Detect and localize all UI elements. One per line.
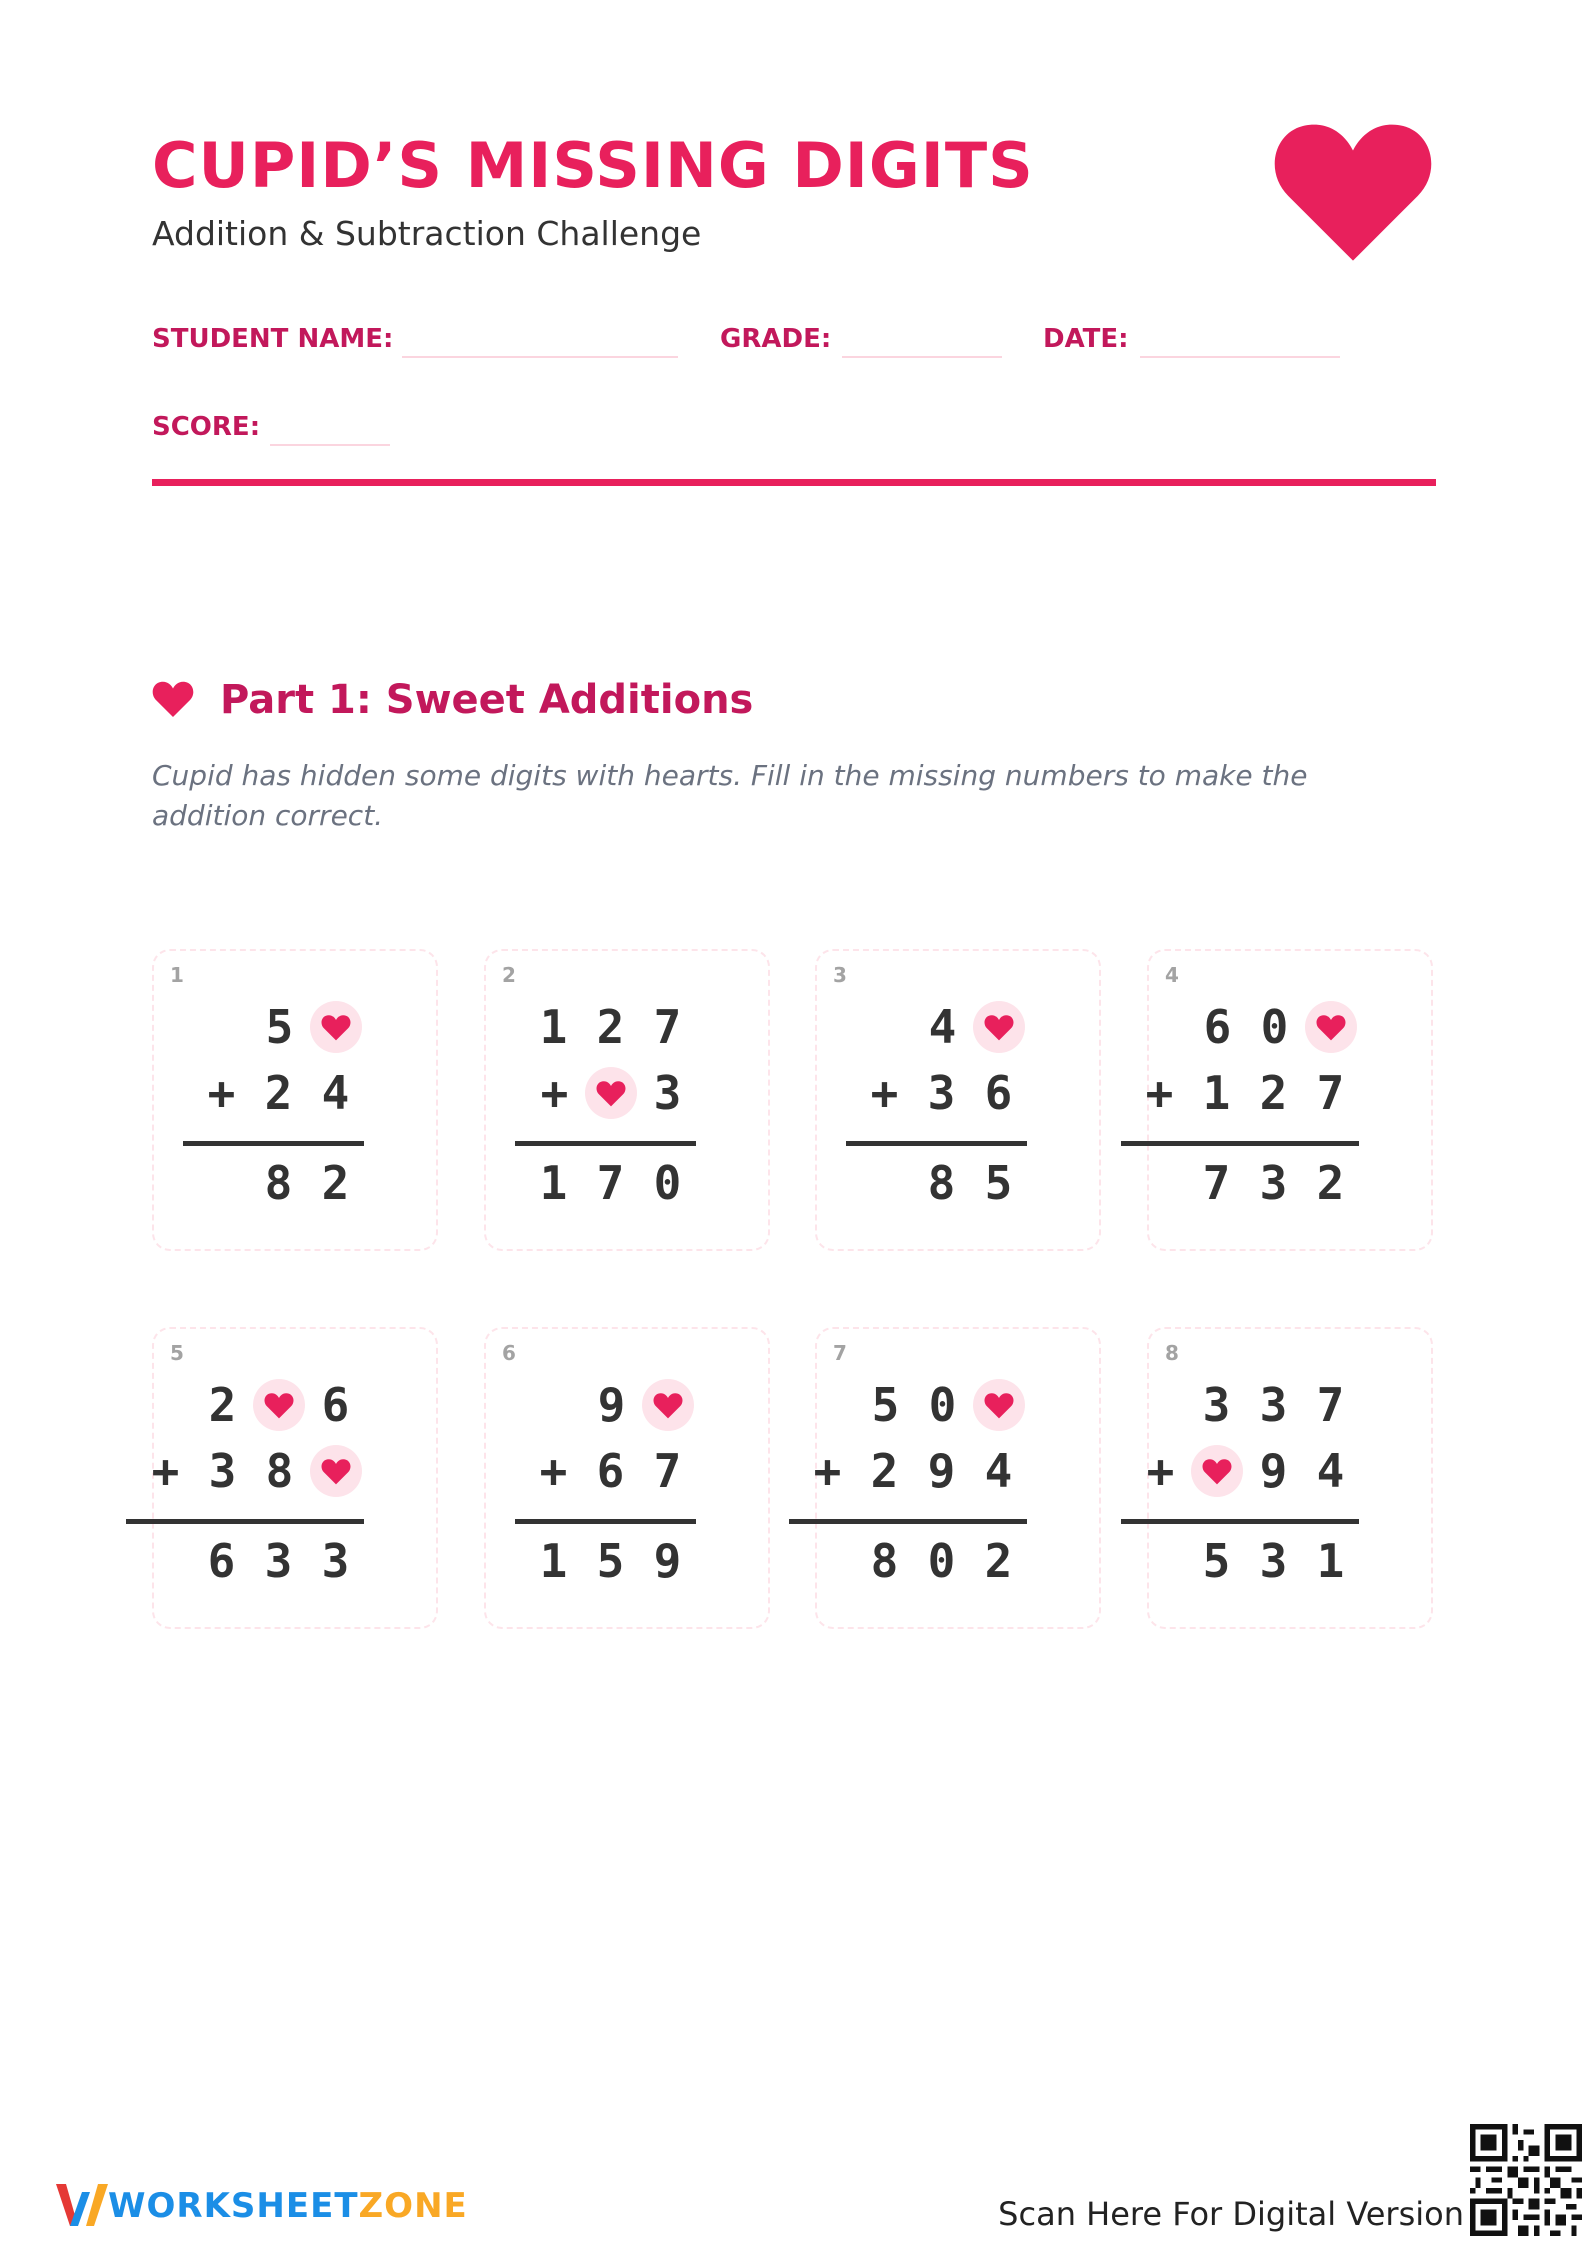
problem-number: 8 [1165,1341,1179,1365]
heart-icon [984,1392,1014,1419]
digit: 3 [1259,1156,1288,1210]
digit: 8 [264,1156,293,1210]
digit: 3 [1202,1378,1231,1432]
heart-icon [152,680,194,718]
digit: 7 [596,1156,625,1210]
digit [194,1003,251,1051]
digit: 5 [984,1156,1013,1210]
addend-bottom-row [137,1444,364,1498]
digit: 1 [539,1534,568,1588]
heart-icon [1316,1014,1346,1041]
sum-line [1121,1519,1359,1524]
missing-digit-slot[interactable] [585,1067,637,1119]
problem-number: 5 [170,1341,184,1365]
missing-digit-slot[interactable] [642,1379,694,1431]
addend-top-row [194,1378,364,1432]
problem-number: 7 [833,1341,847,1365]
digit: 2 [984,1534,1013,1588]
digit: 4 [928,1000,957,1054]
grade-field[interactable] [842,356,1002,358]
sum-line [1121,1141,1359,1146]
digit: 8 [927,1156,956,1210]
addend-bottom-row [525,1444,696,1498]
section-instructions: Cupid has hidden some digits with hearts. Fill in the missing numbers to make the addition correct. [152,759,1308,832]
grade-label: GRADE: [720,324,832,354]
digit: 7 [653,1444,682,1498]
heart-icon [596,1080,626,1107]
addend-top-row [525,1000,696,1054]
brand-name [108,2186,468,2226]
digit: 2 [264,1066,293,1120]
digit: 6 [321,1378,350,1432]
plus-sign: + [1146,1444,1175,1498]
digit: 2 [870,1444,899,1498]
digit: 8 [265,1444,294,1498]
addend-top-row [1189,1000,1359,1054]
plus-sign: + [870,1066,899,1120]
addend-top-row [857,1378,1027,1432]
problem-number: 3 [833,963,847,987]
heart-icon [321,1458,351,1485]
addend-bottom-row [1131,1066,1359,1120]
sum-line [126,1519,364,1524]
digit: 3 [208,1444,237,1498]
addend-top-row [194,1000,364,1054]
sum-row [525,1534,696,1588]
digit: 2 [208,1378,237,1432]
digit: 9 [1259,1444,1288,1498]
student-name-label: STUDENT NAME: [152,324,394,354]
digit: 3 [653,1066,682,1120]
plus-sign: + [207,1066,236,1120]
page-subtitle: Addition & Subtraction Challenge [152,214,702,253]
score-label: SCORE: [152,412,261,442]
digit: 2 [596,1000,625,1054]
digit [857,1003,914,1051]
problem-card [1147,949,1433,1251]
digit: 7 [1202,1156,1231,1210]
digit: 0 [653,1156,682,1210]
heart-icon [1272,118,1434,264]
missing-digit-slot[interactable] [1191,1445,1243,1497]
heart-icon [1202,1458,1232,1485]
addend-top-row [526,1378,696,1432]
digit: 3 [1259,1534,1288,1588]
problem-card [815,949,1101,1251]
sum-line [789,1519,1027,1524]
plus-sign: + [540,1066,569,1120]
digit: 0 [928,1378,957,1432]
sum-row [856,1534,1027,1588]
heart-icon [321,1014,351,1041]
section-title: Part 1: Sweet Additions [220,677,754,723]
addend-top-row [857,1000,1027,1054]
digit: 7 [653,1000,682,1054]
sum-row [525,1156,696,1210]
digit: 1 [1202,1066,1231,1120]
date-field[interactable] [1140,356,1340,358]
scan-text: Scan Here For Digital Version [998,2195,1464,2233]
qr-code-icon[interactable] [1470,2124,1582,2236]
missing-digit-slot[interactable] [310,1445,362,1497]
digit: 4 [1316,1444,1345,1498]
digit: 1 [1316,1534,1345,1588]
sum-line [183,1141,364,1146]
problem-card [1147,1327,1433,1629]
problem-card [152,949,438,1251]
sum-line [515,1519,696,1524]
digit: 0 [927,1534,956,1588]
digit: 6 [596,1444,625,1498]
digit: 5 [265,1000,294,1054]
heart-icon [984,1014,1014,1041]
addend-bottom-row [1132,1444,1359,1498]
sum-row [1188,1156,1359,1210]
digit: 2 [321,1156,350,1210]
problem-card [815,1327,1101,1629]
digit: 2 [1259,1066,1288,1120]
brand-name-part1: WORKSHEET [108,2186,359,2226]
digit: 9 [597,1378,626,1432]
digit: 9 [927,1444,956,1498]
digit: 1 [539,1000,568,1054]
digit: 7 [1316,1066,1345,1120]
problem-card [152,1327,438,1629]
heart-icon [653,1392,683,1419]
addend-bottom-row [193,1066,364,1120]
digit: 5 [596,1534,625,1588]
addend-bottom-row [856,1066,1027,1120]
digit: 9 [653,1534,682,1588]
digit: 2 [1316,1156,1345,1210]
score-field[interactable] [270,444,390,446]
brand-name-part2: ZONE [358,2186,468,2226]
missing-digit-slot[interactable] [973,1379,1025,1431]
missing-digit-slot[interactable] [253,1379,305,1431]
sum-line [846,1141,1027,1146]
digit: 4 [321,1066,350,1120]
digit: 1 [539,1156,568,1210]
digit: 3 [264,1534,293,1588]
problem-number: 1 [170,963,184,987]
digit: 7 [1316,1378,1345,1432]
sum-row [193,1534,364,1588]
digit: 3 [927,1066,956,1120]
digit: 3 [321,1534,350,1588]
header-divider [152,479,1436,486]
digit: 4 [984,1444,1013,1498]
plus-sign: + [813,1444,842,1498]
addend-top-row [1188,1378,1359,1432]
missing-digit-slot[interactable] [1305,1001,1357,1053]
digit: 5 [1202,1534,1231,1588]
missing-digit-slot[interactable] [973,1001,1025,1053]
sum-line [515,1141,696,1146]
problem-number: 6 [502,1341,516,1365]
plus-sign: + [539,1444,568,1498]
digit: 8 [870,1534,899,1588]
digit: 6 [207,1534,236,1588]
date-label: DATE: [1043,324,1129,354]
missing-digit-slot[interactable] [310,1001,362,1053]
digit: 0 [1260,1000,1289,1054]
plus-sign: + [151,1444,180,1498]
problem-number: 4 [1165,963,1179,987]
digit: 6 [984,1066,1013,1120]
sum-row [1188,1534,1359,1588]
addend-bottom-row [526,1066,696,1120]
plus-sign: + [1145,1066,1174,1120]
problem-number: 2 [502,963,516,987]
sum-row [250,1156,364,1210]
digit: 6 [1203,1000,1232,1054]
heart-icon [264,1392,294,1419]
addend-bottom-row [799,1444,1027,1498]
digit [526,1381,583,1429]
digit: 3 [1259,1378,1288,1432]
problem-card [484,949,770,1251]
digit: 5 [871,1378,900,1432]
sum-row [913,1156,1027,1210]
page-title: CUPID’S MISSING DIGITS [152,129,1034,202]
student-name-field[interactable] [402,356,678,358]
problem-card [484,1327,770,1629]
